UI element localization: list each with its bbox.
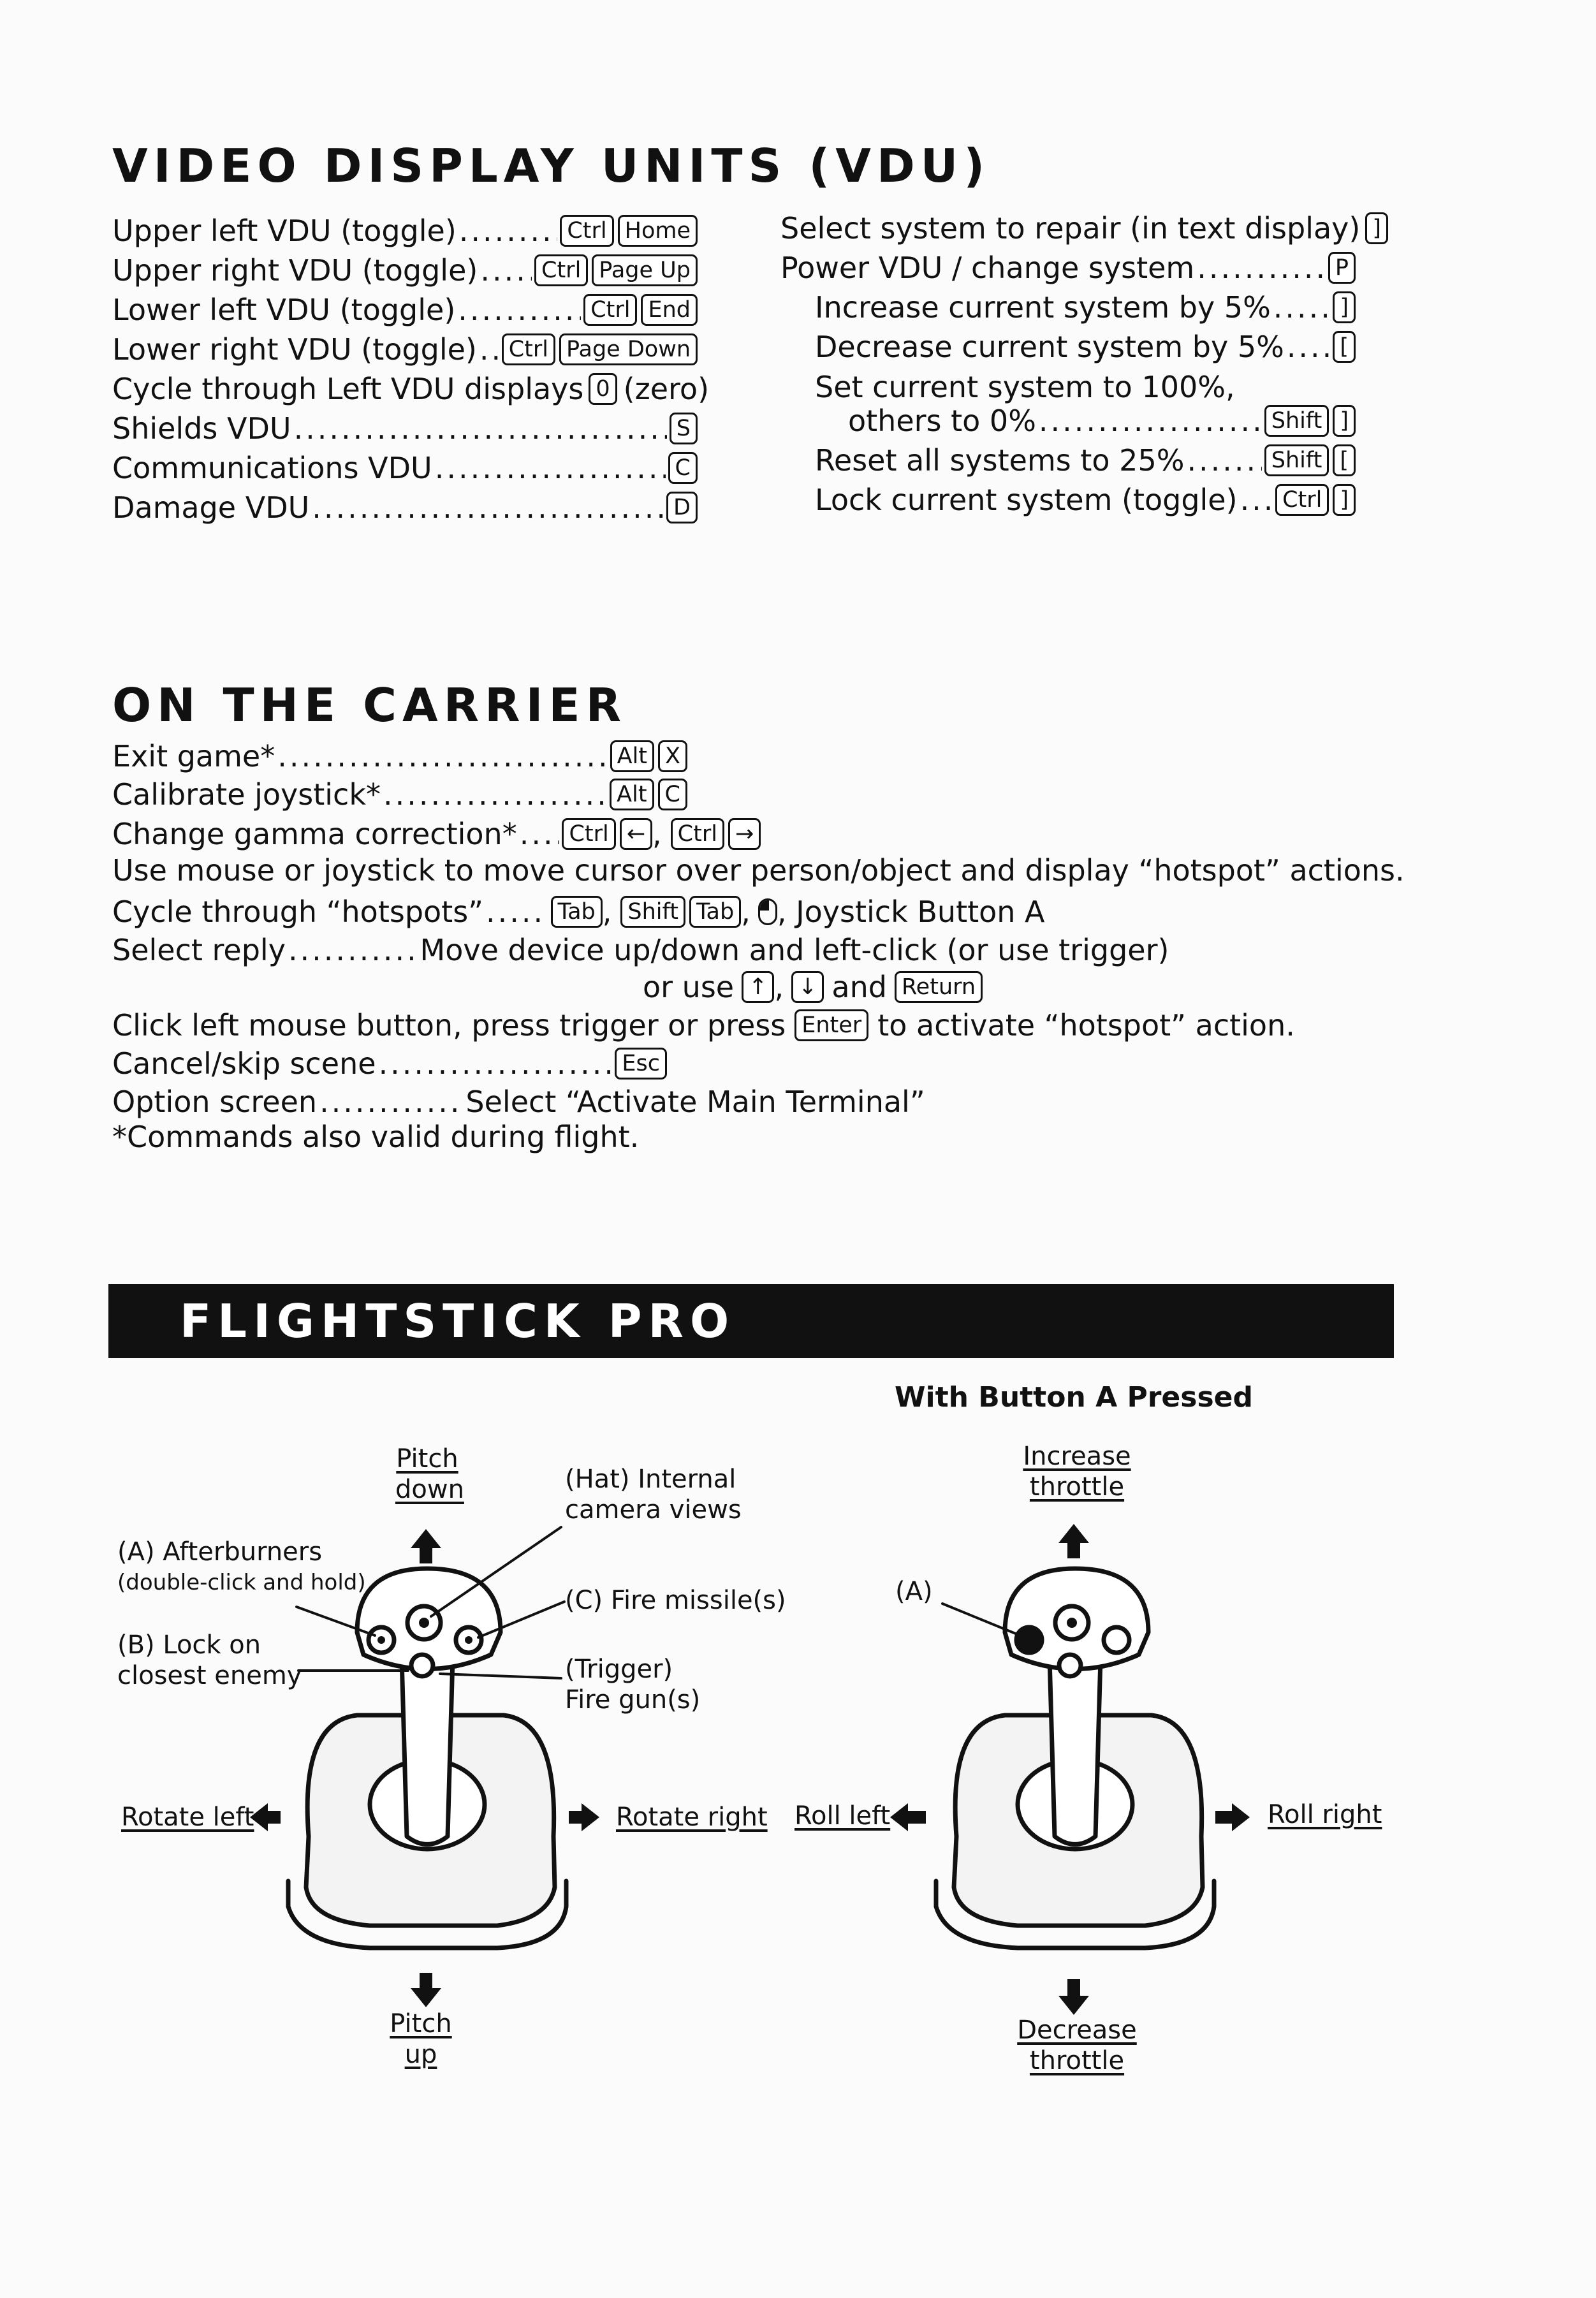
- row-label: Decrease current system by 5%: [815, 330, 1284, 364]
- reply-instructions: Move device up/down and left-click (or use trigger): [420, 933, 1169, 967]
- row-label: Upper left VDU (toggle): [112, 214, 457, 248]
- row-label: Power VDU / change system: [780, 251, 1195, 285]
- shift-key: Shift: [1264, 405, 1329, 437]
- row-label: Reset all systems to 25%: [815, 443, 1185, 478]
- esc-key: Esc: [615, 1048, 667, 1079]
- separator: ,: [741, 895, 750, 929]
- c-key: C: [658, 779, 687, 810]
- ctrl-key: Ctrl: [562, 818, 615, 850]
- row-label: Calibrate joystick*: [112, 777, 381, 812]
- right-arrow-key: →: [728, 818, 761, 850]
- alt-key: Alt: [610, 740, 654, 772]
- lock-on-label: (B) Lock on closest enemy: [117, 1630, 302, 1690]
- roll-right-label: Roll right: [1268, 1800, 1382, 1829]
- click-suffix: to activate “hotspot” action.: [877, 1008, 1295, 1043]
- carrier-mouse-line: Use mouse or joystick to move cursor over person/object and display “hotspot” actions.: [112, 853, 1405, 888]
- vdu-heading: VIDEO DISPLAY UNITS (VDU): [112, 139, 991, 193]
- row-label: Shields VDU: [112, 411, 291, 446]
- button-a-label: (A): [895, 1577, 933, 1606]
- ctrl-key: Ctrl: [534, 254, 588, 286]
- row-label: Option screen: [112, 1085, 318, 1119]
- tab-key: Tab: [689, 896, 741, 928]
- afterburners-label: (A) Afterburners (double-click and hold): [117, 1537, 366, 1595]
- x-key: X: [658, 740, 687, 772]
- row-label: Increase current system by 5%: [815, 290, 1271, 325]
- right-bracket-key: ]: [1333, 291, 1356, 323]
- s-key: S: [670, 413, 698, 444]
- row-label: Cancel/skip scene: [112, 1046, 376, 1081]
- hat-label: (Hat) Internal camera views: [565, 1465, 742, 1525]
- increase-throttle-label: Increase throttle: [1023, 1442, 1131, 1502]
- arrow-up-icon: [411, 1529, 441, 1563]
- separator: ,: [774, 970, 784, 1004]
- down-arrow-key: ↓: [791, 971, 824, 1003]
- page-down-key: Page Down: [559, 333, 698, 365]
- or-use-text: or use: [643, 970, 735, 1004]
- arrow-up-icon: [1058, 1524, 1089, 1558]
- button-a-subtitle: With Button A Pressed: [895, 1381, 1253, 1414]
- home-key: Home: [618, 215, 698, 247]
- d-key: D: [666, 492, 698, 523]
- row-label: Lower right VDU (toggle): [112, 332, 477, 367]
- left-arrow-key: ←: [620, 818, 652, 850]
- separator: ,: [652, 817, 662, 851]
- shift-key: Shift: [620, 896, 685, 928]
- hotspot-joystick-note: , Joystick Button A: [777, 895, 1045, 929]
- zero-key: 0: [589, 373, 617, 405]
- arrow-left-icon: [890, 1803, 926, 1831]
- fire-missile-label: (C) Fire missile(s): [565, 1586, 786, 1615]
- alt-key: Alt: [610, 779, 654, 810]
- zero-note: (zero): [623, 372, 710, 406]
- row-label: others to 0%: [848, 404, 1036, 438]
- rotate-right-label: Rotate right: [616, 1803, 768, 1832]
- click-text: Click left mouse button, press trigger or press: [112, 1008, 786, 1043]
- row-label: Cycle through Left VDU displays: [112, 372, 584, 406]
- ctrl-key: Ctrl: [671, 818, 724, 850]
- row-label: Change gamma correction*: [112, 817, 517, 851]
- ctrl-key: Ctrl: [1275, 484, 1329, 516]
- ctrl-key: Ctrl: [502, 333, 555, 365]
- up-arrow-key: ↑: [742, 971, 774, 1003]
- rotate-left-label: Rotate left: [121, 1803, 254, 1832]
- row-label: Select reply: [112, 933, 286, 967]
- flightstick-title: FLIGHTSTICK PRO: [180, 1294, 736, 1348]
- arrow-down-icon: [411, 1973, 441, 2007]
- and-text: and: [831, 970, 887, 1004]
- left-bracket-key: [: [1333, 331, 1356, 363]
- shift-key: Shift: [1264, 444, 1329, 476]
- carrier-heading: ON THE CARRIER: [112, 678, 627, 732]
- c-key: C: [668, 452, 698, 484]
- page-up-key: Page Up: [592, 254, 698, 286]
- arrow-left-icon: [250, 1803, 281, 1831]
- right-bracket-key: ]: [1365, 212, 1388, 244]
- ctrl-key: Ctrl: [583, 294, 637, 326]
- row-label: Select system to repair (in text display): [780, 211, 1361, 245]
- row-label: Upper right VDU (toggle): [112, 253, 478, 288]
- end-key: End: [641, 294, 698, 326]
- p-key: P: [1328, 252, 1356, 284]
- tab-key: Tab: [551, 896, 603, 928]
- arrow-right-icon: [1215, 1803, 1250, 1831]
- vdu-row-set-100: Set current system to 100%,: [815, 370, 1235, 404]
- arrow-right-icon: [569, 1803, 599, 1831]
- trigger-label: (Trigger) Fire gun(s): [565, 1655, 701, 1715]
- separator: ,: [602, 895, 612, 929]
- roll-left-label: Roll left: [794, 1801, 891, 1831]
- enter-key: Enter: [794, 1009, 868, 1041]
- decrease-throttle-label: Decrease throttle: [1017, 2016, 1137, 2075]
- row-label: Exit game*: [112, 739, 275, 773]
- return-key: Return: [895, 971, 983, 1003]
- right-bracket-key: ]: [1333, 484, 1356, 516]
- row-label: Communications VDU: [112, 451, 432, 485]
- pitch-down-label: Pitch down: [395, 1444, 464, 1504]
- row-label: Lower left VDU (toggle): [112, 293, 456, 327]
- row-label: Cycle through “hotspots”: [112, 895, 484, 929]
- row-label: Damage VDU: [112, 490, 310, 525]
- right-bracket-key: ]: [1333, 405, 1356, 437]
- carrier-footnote: *Commands also valid during flight.: [112, 1120, 640, 1154]
- pitch-up-label: Pitch up: [390, 2009, 452, 2069]
- arrow-down-icon: [1058, 1979, 1089, 2015]
- row-label: Lock current system (toggle): [815, 483, 1238, 517]
- right-joystick-drawing: [936, 1569, 1214, 1948]
- ctrl-key: Ctrl: [560, 215, 613, 247]
- option-instructions: Select “Activate Main Terminal”: [465, 1085, 925, 1119]
- left-bracket-key: [: [1333, 444, 1356, 476]
